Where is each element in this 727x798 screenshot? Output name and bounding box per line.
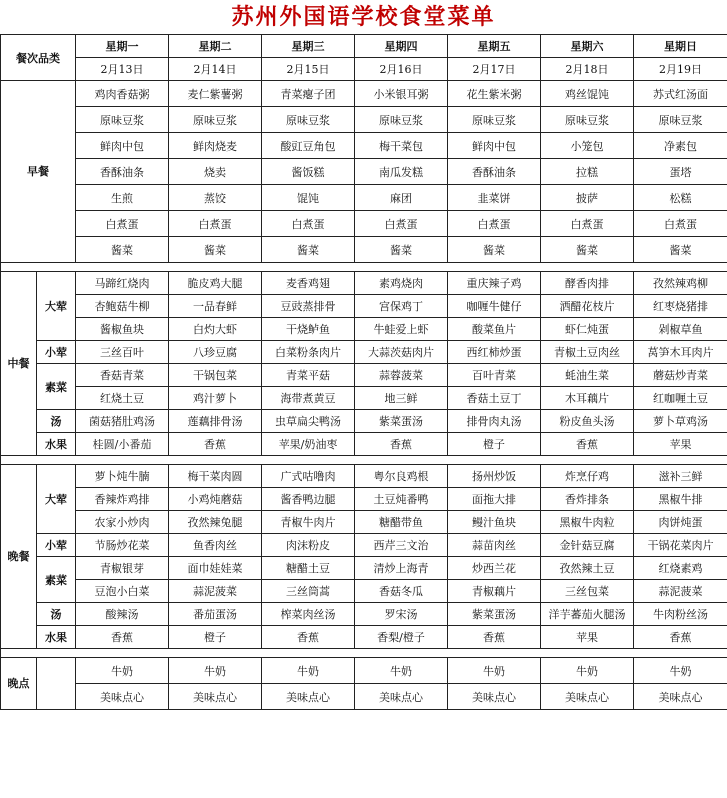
menu-cell: 粉皮鱼头汤 xyxy=(541,410,634,433)
date-header: 2月18日 xyxy=(541,58,634,81)
day-header: 星期日 xyxy=(634,35,727,58)
day-header: 星期五 xyxy=(448,35,541,58)
menu-cell: 蒸饺 xyxy=(169,185,262,211)
menu-cell: 香菇青菜 xyxy=(76,364,169,387)
menu-cell: 白煮蛋 xyxy=(448,211,541,237)
menu-cell: 蘑菇炒青菜 xyxy=(634,364,727,387)
menu-cell: 苹果/奶油枣 xyxy=(262,433,355,456)
menu-cell: 韭菜饼 xyxy=(448,185,541,211)
menu-cell: 木耳藕片 xyxy=(541,387,634,410)
menu-cell: 牛奶 xyxy=(169,658,262,684)
menu-cell: 糖醋带鱼 xyxy=(355,511,448,534)
menu-cell: 鲜肉中包 xyxy=(76,133,169,159)
menu-cell: 红咖喱土豆 xyxy=(634,387,727,410)
menu-cell: 牛奶 xyxy=(634,658,727,684)
menu-cell: 香蕉 xyxy=(634,626,727,649)
menu-cell: 孜然辣土豆 xyxy=(541,557,634,580)
menu-cell: 面拖大排 xyxy=(448,488,541,511)
menu-cell: 白煮蛋 xyxy=(355,211,448,237)
menu-cell: 美味点心 xyxy=(355,684,448,710)
menu-cell: 酱菜 xyxy=(541,237,634,263)
menu-cell: 清炒上海青 xyxy=(355,557,448,580)
menu-cell: 酱菜 xyxy=(169,237,262,263)
menu-cell: 桂圆/小番茄 xyxy=(76,433,169,456)
menu-cell: 白煮蛋 xyxy=(169,211,262,237)
meal-label-dinner: 晚餐 xyxy=(1,465,37,649)
menu-cell: 滋补三鲜 xyxy=(634,465,727,488)
menu-cell: 麻团 xyxy=(355,185,448,211)
menu-title: 苏州外国语学校食堂菜单 xyxy=(231,4,496,30)
menu-cell: 马蹄红烧肉 xyxy=(76,272,169,295)
menu-cell: 原味豆浆 xyxy=(262,107,355,133)
date-header: 2月19日 xyxy=(634,58,727,81)
menu-cell: 白菜粉条肉片 xyxy=(262,341,355,364)
menu-cell: 青菜平菇 xyxy=(262,364,355,387)
menu-cell: 花生紫米粥 xyxy=(448,81,541,107)
menu-cell: 小米银耳粥 xyxy=(355,81,448,107)
menu-cell: 酱菜 xyxy=(355,237,448,263)
menu-cell: 西红柿炒蛋 xyxy=(448,341,541,364)
menu-cell: 酱菜 xyxy=(76,237,169,263)
menu-cell: 美味点心 xyxy=(169,684,262,710)
menu-cell: 橙子 xyxy=(448,433,541,456)
category-label: 大荤 xyxy=(37,465,76,534)
menu-cell: 重庆辣子鸡 xyxy=(448,272,541,295)
menu-cell: 蒜泥菠菜 xyxy=(169,580,262,603)
menu-cell: 原味豆浆 xyxy=(541,107,634,133)
menu-cell: 节肠炒花菜 xyxy=(76,534,169,557)
menu-cell: 酸豇豆角包 xyxy=(262,133,355,159)
menu-cell: 酱菜 xyxy=(448,237,541,263)
menu-cell: 三丝筒蒿 xyxy=(262,580,355,603)
menu-cell: 豆泡小白菜 xyxy=(76,580,169,603)
menu-cell: 青椒藕片 xyxy=(448,580,541,603)
table-row xyxy=(1,133,727,159)
section-divider xyxy=(1,456,727,465)
menu-cell: 扬州炒饭 xyxy=(448,465,541,488)
date-header: 2月17日 xyxy=(448,58,541,81)
menu-cell: 萝卜草鸡汤 xyxy=(634,410,727,433)
menu-cell: 蚝油生菜 xyxy=(541,364,634,387)
menu-cell: 美味点心 xyxy=(634,684,727,710)
category-label: 素菜 xyxy=(37,364,76,410)
table-row xyxy=(1,387,727,410)
menu-cell: 美味点心 xyxy=(76,684,169,710)
day-header: 星期二 xyxy=(169,35,262,58)
menu-cell: 香菇土豆丁 xyxy=(448,387,541,410)
header-dates-row xyxy=(1,58,727,81)
menu-cell: 梅干菜包 xyxy=(355,133,448,159)
menu-cell: 原味豆浆 xyxy=(355,107,448,133)
table-row xyxy=(1,159,727,185)
menu-cell: 原味豆浆 xyxy=(76,107,169,133)
menu-cell: 苹果 xyxy=(634,433,727,456)
menu-cell: 蒜苗肉丝 xyxy=(448,534,541,557)
menu-cell: 香炸排条 xyxy=(541,488,634,511)
menu-cell: 排骨肉丸汤 xyxy=(448,410,541,433)
menu-cell: 生煎 xyxy=(76,185,169,211)
category-label: 小荤 xyxy=(37,341,76,364)
menu-cell: 香蕉 xyxy=(448,626,541,649)
menu-cell: 大蒜茨菇肉片 xyxy=(355,341,448,364)
section-divider xyxy=(1,263,727,272)
table-row xyxy=(1,272,727,295)
menu-cell: 干锅包菜 xyxy=(169,364,262,387)
menu-cell: 三丝包菜 xyxy=(541,580,634,603)
category-label: 汤 xyxy=(37,603,76,626)
menu-cell: 酱香鸭边腿 xyxy=(262,488,355,511)
menu-cell: 金针菇豆腐 xyxy=(541,534,634,557)
day-header: 星期四 xyxy=(355,35,448,58)
menu-cell: 罗宋汤 xyxy=(355,603,448,626)
table-row xyxy=(1,603,727,626)
menu-cell: 牛奶 xyxy=(76,658,169,684)
menu-cell: 香蕉 xyxy=(169,433,262,456)
menu-cell: 鸡丝馄饨 xyxy=(541,81,634,107)
menu-cell: 香蕉 xyxy=(541,433,634,456)
menu-cell: 孜然辣兔腿 xyxy=(169,511,262,534)
menu-cell: 孜然辣鸡柳 xyxy=(634,272,727,295)
table-row xyxy=(1,81,727,107)
menu-cell: 青菜瘪子团 xyxy=(262,81,355,107)
menu-cell: 苏式红汤面 xyxy=(634,81,727,107)
menu-cell: 紫菜蛋汤 xyxy=(355,410,448,433)
header-days-row xyxy=(1,35,727,58)
menu-cell: 麦仁紫薯粥 xyxy=(169,81,262,107)
menu-cell: 红烧土豆 xyxy=(76,387,169,410)
menu-cell: 八珍豆腐 xyxy=(169,341,262,364)
menu-cell: 原味豆浆 xyxy=(634,107,727,133)
menu-cell: 炒西兰花 xyxy=(448,557,541,580)
menu-cell: 西芹三文治 xyxy=(355,534,448,557)
menu-cell: 牛奶 xyxy=(355,658,448,684)
menu-cell: 白煮蛋 xyxy=(76,211,169,237)
menu-cell: 莲藕排骨汤 xyxy=(169,410,262,433)
meal-label-snack: 晚点 xyxy=(1,658,37,710)
meal-label-lunch: 中餐 xyxy=(1,272,37,456)
menu-cell: 鱼香肉丝 xyxy=(169,534,262,557)
menu-cell: 披萨 xyxy=(541,185,634,211)
table-row xyxy=(1,237,727,263)
menu-cell: 牛奶 xyxy=(448,658,541,684)
divider-cell xyxy=(1,263,727,272)
menu-cell: 原味豆浆 xyxy=(169,107,262,133)
table-row xyxy=(1,295,727,318)
category-label: 大荤 xyxy=(37,272,76,341)
menu-cell: 香菇冬瓜 xyxy=(355,580,448,603)
table-row xyxy=(1,626,727,649)
menu-cell: 土豆炖番鸭 xyxy=(355,488,448,511)
menu-cell: 鲜肉烧麦 xyxy=(169,133,262,159)
category-label: 小荤 xyxy=(37,534,76,557)
menu-cell: 干锅花菜肉片 xyxy=(634,534,727,557)
menu-cell: 香梨/橙子 xyxy=(355,626,448,649)
menu-cell: 橙子 xyxy=(169,626,262,649)
menu-cell: 红枣烧猪排 xyxy=(634,295,727,318)
category-label: 水果 xyxy=(37,626,76,649)
menu-cell: 一品春鲜 xyxy=(169,295,262,318)
menu-cell: 菌菇猪肚鸡汤 xyxy=(76,410,169,433)
table-row xyxy=(1,410,727,433)
table-row xyxy=(1,557,727,580)
table-row xyxy=(1,318,727,341)
menu-cell: 美味点心 xyxy=(448,684,541,710)
menu-cell: 宫保鸡丁 xyxy=(355,295,448,318)
menu-cell: 牛肉粉丝汤 xyxy=(634,603,727,626)
category-label: 素菜 xyxy=(37,557,76,603)
menu-cell: 虫草扁尖鸭汤 xyxy=(262,410,355,433)
menu-cell: 拉糕 xyxy=(541,159,634,185)
menu-cell: 南瓜发糕 xyxy=(355,159,448,185)
menu-cell: 剁椒草鱼 xyxy=(634,318,727,341)
menu-cell: 馄饨 xyxy=(262,185,355,211)
menu-cell: 净素包 xyxy=(634,133,727,159)
menu-cell: 百叶青菜 xyxy=(448,364,541,387)
section-divider xyxy=(1,649,727,658)
menu-cell: 小笼包 xyxy=(541,133,634,159)
menu-cell: 面巾娃娃菜 xyxy=(169,557,262,580)
menu-cell: 酸菜鱼片 xyxy=(448,318,541,341)
menu-cell: 美味点心 xyxy=(541,684,634,710)
day-header: 星期三 xyxy=(262,35,355,58)
menu-cell: 香辣炸鸡排 xyxy=(76,488,169,511)
menu-cell: 蒜泥菠菜 xyxy=(634,580,727,603)
menu-cell: 青椒土豆肉丝 xyxy=(541,341,634,364)
menu-cell: 牛蛙爱上虾 xyxy=(355,318,448,341)
table-row xyxy=(1,580,727,603)
divider-cell xyxy=(1,649,727,658)
menu-cell: 小鸡炖蘑菇 xyxy=(169,488,262,511)
menu-cell: 洋芋蕃茄火腿汤 xyxy=(541,603,634,626)
menu-cell: 牛奶 xyxy=(541,658,634,684)
menu-cell: 酱椒鱼块 xyxy=(76,318,169,341)
menu-cell: 美味点心 xyxy=(262,684,355,710)
menu-cell: 鸡肉香菇粥 xyxy=(76,81,169,107)
menu-cell: 青椒牛肉片 xyxy=(262,511,355,534)
menu-table xyxy=(0,34,727,710)
menu-cell: 烧卖 xyxy=(169,159,262,185)
menu-cell: 虾仁炖蛋 xyxy=(541,318,634,341)
menu-cell: 番茄蛋汤 xyxy=(169,603,262,626)
menu-cell: 白煮蛋 xyxy=(634,211,727,237)
table-row xyxy=(1,684,727,710)
menu-cell: 素鸡烧肉 xyxy=(355,272,448,295)
menu-cell: 炸烹仔鸡 xyxy=(541,465,634,488)
table-row xyxy=(1,658,727,684)
menu-cell: 三丝百叶 xyxy=(76,341,169,364)
menu-cell: 紫菜蛋汤 xyxy=(448,603,541,626)
menu-cell: 广式咕噜肉 xyxy=(262,465,355,488)
menu-cell: 蒜蓉菠菜 xyxy=(355,364,448,387)
header-corner: 餐次品类 xyxy=(1,35,76,81)
menu-cell: 海带煮黄豆 xyxy=(262,387,355,410)
table-row xyxy=(1,534,727,557)
menu-cell: 香蕉 xyxy=(76,626,169,649)
menu-cell: 梅干菜肉圆 xyxy=(169,465,262,488)
date-header: 2月14日 xyxy=(169,58,262,81)
menu-cell: 酱饭糕 xyxy=(262,159,355,185)
menu-cell: 牛奶 xyxy=(262,658,355,684)
menu-cell: 酵香肉排 xyxy=(541,272,634,295)
menu-cell: 酱菜 xyxy=(634,237,727,263)
date-header: 2月13日 xyxy=(76,58,169,81)
table-row xyxy=(1,488,727,511)
menu-cell: 酱菜 xyxy=(262,237,355,263)
menu-cell: 黑椒牛肉粒 xyxy=(541,511,634,534)
menu-cell: 鸡汁萝卜 xyxy=(169,387,262,410)
menu-cell: 肉饼炖蛋 xyxy=(634,511,727,534)
menu-cell: 松糕 xyxy=(634,185,727,211)
menu-cell: 洒醋花枝片 xyxy=(541,295,634,318)
menu-cell: 咖喱牛健仔 xyxy=(448,295,541,318)
table-row xyxy=(1,211,727,237)
day-header: 星期六 xyxy=(541,35,634,58)
divider-cell xyxy=(1,456,727,465)
date-header: 2月15日 xyxy=(262,58,355,81)
menu-cell: 萝卜炖牛腩 xyxy=(76,465,169,488)
menu-cell: 地三鲜 xyxy=(355,387,448,410)
menu-cell: 原味豆浆 xyxy=(448,107,541,133)
table-row xyxy=(1,433,727,456)
menu-cell: 杏鲍菇牛柳 xyxy=(76,295,169,318)
menu-cell: 糖醋土豆 xyxy=(262,557,355,580)
menu-cell: 鳗汁鱼块 xyxy=(448,511,541,534)
menu-cell: 干烧鲈鱼 xyxy=(262,318,355,341)
menu-cell: 酸辣汤 xyxy=(76,603,169,626)
menu-cell: 白灼大虾 xyxy=(169,318,262,341)
table-row xyxy=(1,465,727,488)
menu-cell: 蛋塔 xyxy=(634,159,727,185)
menu-cell: 莴笋木耳肉片 xyxy=(634,341,727,364)
menu-cell: 粤尔良鸡根 xyxy=(355,465,448,488)
menu-cell: 黑椒牛排 xyxy=(634,488,727,511)
menu-cell: 香酥油条 xyxy=(448,159,541,185)
menu-cell: 脆皮鸡大腿 xyxy=(169,272,262,295)
menu-cell: 白煮蛋 xyxy=(541,211,634,237)
menu-cell: 青椒银芽 xyxy=(76,557,169,580)
menu-cell: 苹果 xyxy=(541,626,634,649)
menu-cell: 鲜肉中包 xyxy=(448,133,541,159)
table-row xyxy=(1,185,727,211)
date-header: 2月16日 xyxy=(355,58,448,81)
table-row xyxy=(1,364,727,387)
table-row xyxy=(1,107,727,133)
table-row xyxy=(1,341,727,364)
menu-cell: 农家小炒肉 xyxy=(76,511,169,534)
menu-cell: 香蕉 xyxy=(262,626,355,649)
menu-cell: 白煮蛋 xyxy=(262,211,355,237)
menu-cell: 肉沫粉皮 xyxy=(262,534,355,557)
day-header: 星期一 xyxy=(76,35,169,58)
menu-cell: 榨菜肉丝汤 xyxy=(262,603,355,626)
menu-cell: 麦香鸡翅 xyxy=(262,272,355,295)
menu-cell: 红烧素鸡 xyxy=(634,557,727,580)
category-label: 汤 xyxy=(37,410,76,433)
category-label: 水果 xyxy=(37,433,76,456)
menu-cell: 豆豉蒸排骨 xyxy=(262,295,355,318)
meal-label-breakfast: 早餐 xyxy=(1,81,76,263)
table-row xyxy=(1,511,727,534)
menu-cell: 香蕉 xyxy=(355,433,448,456)
category-blank xyxy=(37,658,76,710)
menu-cell: 香酥油条 xyxy=(76,159,169,185)
